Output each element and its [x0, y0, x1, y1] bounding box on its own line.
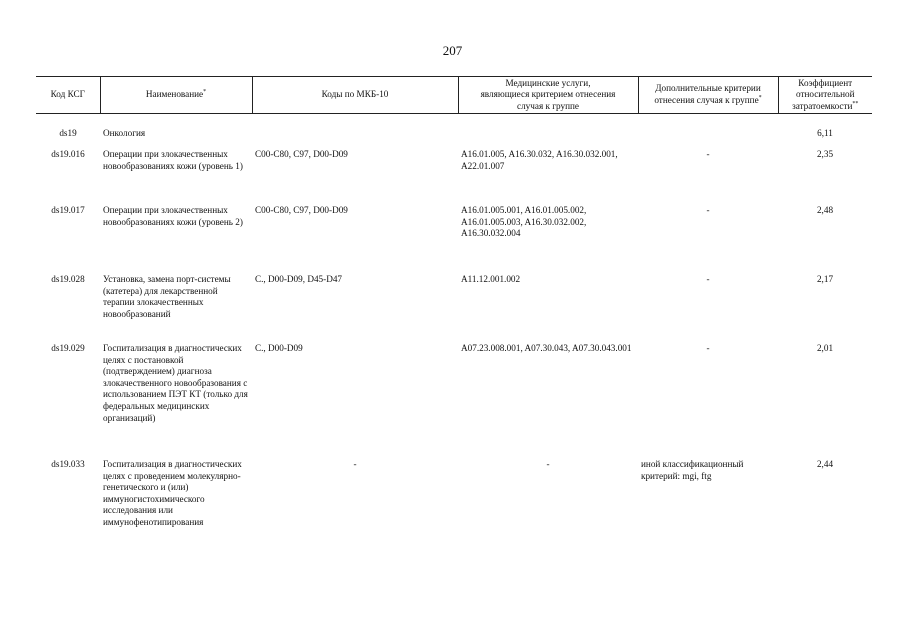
cell-name: Установка, замена порт-системы (катетера) для лекарственной терапии злокачественных новообразований [103, 274, 231, 319]
table-header-row [36, 77, 872, 114]
cell-coef: 6,11 [817, 128, 833, 138]
cell-services: A16.01.005, A16.30.032, A16.30.032.001, A22.01.007 [461, 149, 618, 171]
header-services: Медицинские услуги, являющиеся критерием отнесения случая к группе [458, 77, 638, 114]
cell-name: Госпитализация в диагностических целях с проведением молекулярно-генетического и (или) иммуногистохимического исследования или иммунофенотипирования [103, 459, 242, 527]
cell-criteria: - [706, 149, 710, 159]
cell-name: Госпитализация в диагностических целях с постановкой (подтверждением) диагноза злокачественного новообразования с использованием ПЭТ КТ (только для федеральных медицинских организаций) [103, 343, 248, 423]
cell-mkb: C., D00-D09, D45-D47 [255, 274, 343, 284]
cell-mkb: C00-C80, C97, D00-D09 [255, 149, 348, 159]
ksg-table [36, 76, 872, 554]
header-mkb: Коды по МКБ-10 [252, 77, 458, 114]
table-row [36, 205, 872, 274]
cell-name: Операции при злокачественных новообразованиях кожи (уровень 2) [103, 205, 243, 227]
cell-coef: 2,48 [816, 205, 834, 215]
table-row [36, 128, 872, 149]
cell-code: ds19 [59, 128, 77, 138]
cell-criteria: - [706, 343, 710, 353]
cell-criteria [638, 128, 778, 149]
table-row [36, 343, 872, 459]
cell-name: Онкология [103, 128, 146, 138]
cell-mkb: C00-C80, C97, D00-D09 [255, 205, 348, 215]
cell-criteria: - [706, 205, 710, 215]
cell-services: - [546, 459, 550, 469]
cell-services: A11.12.001.002 [461, 274, 521, 284]
cell-services: A16.01.005.001, A16.01.005.002, A16.01.005.003, A16.30.032.002, A16.30.032.004 [461, 205, 587, 239]
cell-coef: 2,44 [816, 459, 834, 469]
cell-services [458, 128, 638, 149]
header-name: Наименование* [100, 77, 252, 114]
cell-criteria: иной классификационный критерий: mgi, ftg [641, 459, 744, 481]
cell-code: ds19.016 [51, 149, 85, 159]
cell-coef: 2,01 [816, 343, 834, 353]
cell-mkb: - [353, 459, 357, 469]
table-row [36, 459, 872, 554]
header-coef: Коэффициент относительной затратоемкости** [778, 77, 872, 114]
cell-criteria: - [706, 274, 710, 284]
page-number: 207 [442, 43, 463, 58]
cell-code: ds19.029 [51, 343, 85, 353]
cell-mkb [252, 128, 458, 149]
cell-mkb: C., D00-D09 [255, 343, 303, 353]
cell-code: ds19.033 [51, 459, 85, 469]
cell-code: ds19.028 [51, 274, 85, 284]
table-row [36, 274, 872, 343]
table-row [36, 149, 872, 205]
header-criteria: Дополнительные критерии отнесения случая к группе* [638, 77, 778, 114]
cell-coef: 2,17 [816, 274, 834, 284]
cell-code: ds19.017 [51, 205, 85, 215]
cell-services: A07.23.008.001, A07.30.043, A07.30.043.001 [461, 343, 632, 353]
cell-coef: 2,35 [816, 149, 834, 159]
cell-name: Операции при злокачественных новообразованиях кожи (уровень 1) [103, 149, 243, 171]
header-code: Код КСГ [36, 77, 100, 114]
